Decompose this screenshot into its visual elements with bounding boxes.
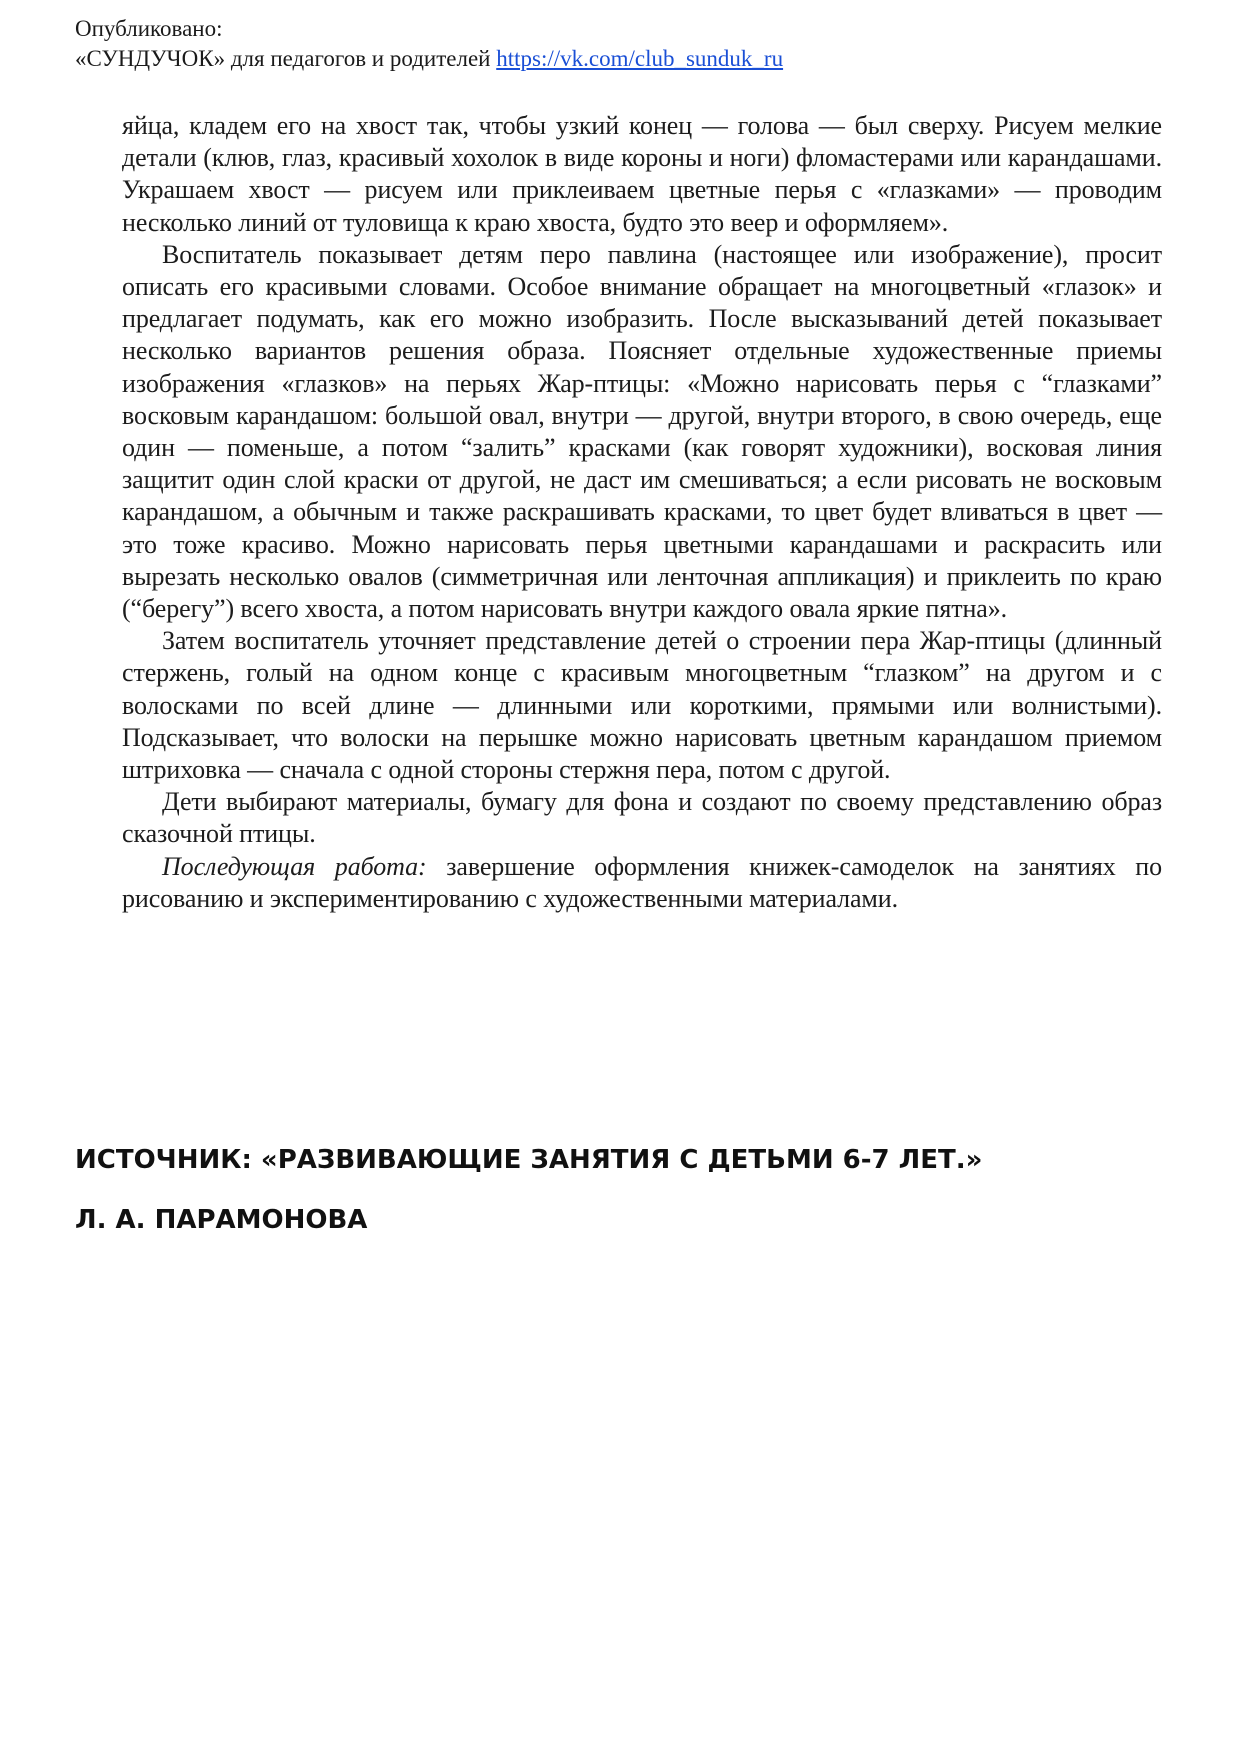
- published-label: Опубликовано:: [75, 16, 223, 41]
- paragraph-3: Затем воспитатель уточняет представление детей о строении пера Жар-птицы (длинный стержень, голый на одном конце с красивым многоцветным “глазком” на другом и с волосками по всей длине — длинными или короткими, прямыми или волнистыми). Подсказывает, что волоски на перышке можно нарисовать цветным карандашом приемом штриховка — сначала с одной стороны стержня пера, потом с другой.: [122, 626, 1162, 785]
- vk-link[interactable]: https://vk.com/club_sunduk_ru: [496, 46, 784, 71]
- paragraph-5: [122, 851, 1162, 915]
- publication-header: [75, 14, 783, 74]
- source-title: ИСТОЧНИК: «РАЗВИВАЮЩИЕ ЗАНЯТИЯ С ДЕТЬМИ 6-7 ЛЕТ.»: [75, 1145, 983, 1175]
- source-author: Л. А. ПАРАМОНОВА: [75, 1205, 368, 1235]
- source-block: [75, 1140, 1175, 1260]
- publisher-text: «СУНДУЧОК» для педагогов и родителей: [75, 46, 491, 71]
- article-body: [122, 110, 1162, 915]
- paragraph-4: Дети выбирают материалы, бумагу для фона и создают по своему представлению образ сказочной птицы.: [122, 787, 1162, 849]
- publisher-line: [75, 44, 783, 74]
- followup-label: Последующая работа:: [162, 851, 427, 881]
- paragraph-2: Воспитатель показывает детям перо павлина (настоящее или изображение), просит описать его красивыми словами. Особое внимание обращает на многоцветный «глазок» и предлагает подумать, как его можно изобразить. После высказываний детей показывает несколько вариантов решения образа. Поясняет отдельные художественные приемы изображения «глазков» на перьях Жар-птицы: «Можно нарисовать перья с “глазками” восковым карандашом: большой овал, внутри — другой, внутри второго, в свою очередь, еще один — поменьше, а потом “залить” красками (как говорят художники), восковая линия защитит один слой краски от другой, не даст им смешиваться; а если рисовать не восковым карандашом, а обычным и также раскрашивать красками, то цвет будет вливаться в цвет — это тоже красиво. Можно нарисовать перья цветными карандашами и раскрасить или вырезать несколько овалов (симметричная или ленточная аппликация) и приклеить по краю (“берегу”) всего хвоста, а потом нарисовать внутри каждого овала яркие пятна».: [122, 239, 1162, 624]
- paragraph-1: яйца, кладем его на хвост так, чтобы узкий конец — голова — был сверху. Рисуем мелкие детали (клюв, глаз, красивый хохолок в виде короны и ноги) фломастерами или карандашами. Украшаем хвост — рисуем или приклеиваем цветные перья с «глазками» — проводим несколько линий от туловища к краю хвоста, будто это веер и оформляем».: [122, 111, 1162, 237]
- followup-text: завершение оформления книжек-самоделок на занятиях по рисованию и экспериментированию с художественными материалами.: [122, 851, 1162, 913]
